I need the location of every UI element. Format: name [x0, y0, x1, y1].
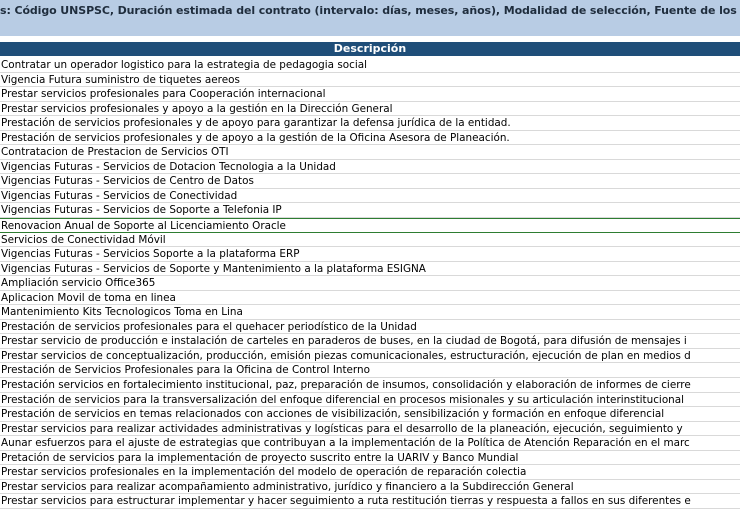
table-row[interactable]: Prestar servicios para realizar acompañamiento administrativo, jurídico y financiero a la Subdirección General	[0, 480, 740, 495]
table-row[interactable]: Prestación de servicios para la transversalización del enfoque diferencial en procesos misionales y su articulación interinstitucional	[0, 393, 740, 408]
column-header-descripcion[interactable]: Descripción	[0, 42, 740, 56]
table-row[interactable]: Prestación de servicios profesionales y de apoyo para garantizar la defensa jurídica de la entidad.	[0, 116, 740, 131]
table-row[interactable]: Aunar esfuerzos para el ajuste de estrategias que contribuyan a la implementación de la Política de Atención Reparación en el marc	[0, 436, 740, 451]
table-row[interactable]: Prestación servicios en fortalecimiento institucional, paz, preparación de insumos, consolidación y elaboración de informes de cierre	[0, 378, 740, 393]
header-description-text: s: Código UNSPSC, Duración estimada del contrato (intervalo: días, meses, años), Modalidad de selección, Fuente de los	[0, 4, 737, 17]
table-row[interactable]: Aplicacion Movil de toma en linea	[0, 291, 740, 306]
table-row[interactable]: Vigencias Futuras - Servicios de Dotacion Tecnologia a la Unidad	[0, 160, 740, 175]
table-row[interactable]: Vigencias Futuras - Servicios de Centro de Datos	[0, 174, 740, 189]
table-row[interactable]: Pretación de servicios para la implementación de proyecto suscrito entre la UARIV y Banco Mundial	[0, 451, 740, 466]
table-row[interactable]: Vigencias Futuras - Servicios de Soporte y Mantenimiento a la plataforma ESIGNA	[0, 262, 740, 277]
table-row[interactable]: Contratar un operador logistico para la estrategia de pedagogia social	[0, 58, 740, 73]
table-row[interactable]: Vigencias Futuras - Servicios de Conectividad	[0, 189, 740, 204]
table-row[interactable]: Mantenimiento Kits Tecnologicos Toma en Lina	[0, 305, 740, 320]
table-row[interactable]: Prestar servicios profesionales para Cooperación internacional	[0, 87, 740, 102]
header-band	[0, 0, 740, 36]
table-row[interactable]: Prestar servicio de producción e instalación de carteles en paraderos de buses, en la ciudad de Bogotá, para difusión de mensajes i	[0, 334, 740, 349]
table-row[interactable]: Vigencias Futuras - Servicios Soporte a la plataforma ERP	[0, 247, 740, 262]
table-row[interactable]: Renovacion Anual de Soporte al Licenciamiento Oracle	[0, 218, 740, 233]
table-row[interactable]: Prestación de servicios en temas relacionados con acciones de visibilización, sensibilización y formación en enfoque diferencial	[0, 407, 740, 422]
table-row[interactable]: Prestación de Servicios Profesionales para la Oficina de Control Interno	[0, 363, 740, 378]
table-row[interactable]: Vigencia Futura suministro de tiquetes aereos	[0, 73, 740, 88]
table-row[interactable]: Ampliación servicio Office365	[0, 276, 740, 291]
table-row[interactable]: Prestar servicios profesionales en la implementación del modelo de operación de reparación colectia	[0, 465, 740, 480]
table-row[interactable]: Prestación de servicios profesionales para el quehacer periodístico de la Unidad	[0, 320, 740, 335]
table-row[interactable]: Vigencias Futuras - Servicios de Soporte a Telefonia IP	[0, 203, 740, 218]
table-row[interactable]: Servicios de Conectividad Móvil	[0, 233, 740, 248]
table-row[interactable]: Prestar servicios profesionales y apoyo a la gestión en la Dirección General	[0, 102, 740, 117]
table-row[interactable]: Contratacion de Prestacion de Servicios OTI	[0, 145, 740, 160]
description-rows	[0, 58, 740, 509]
table-row[interactable]: Prestar servicios para realizar actividades administrativas y logísticas para el desarrollo de la planeación, ejecución, seguimiento y	[0, 422, 740, 437]
table-row[interactable]: Prestar servicios de conceptualización, producción, emisión piezas comunicacionales, estructuración, ejecución de plan en medios d	[0, 349, 740, 364]
table-row[interactable]: Prestar servicios para estructurar implementar y hacer seguimiento a ruta restitución tierras y respuesta a fallos en sus diferentes e	[0, 494, 740, 509]
table-row[interactable]: Prestación de servicios profesionales y de apoyo a la gestión de la Oficina Asesora de Planeación.	[0, 131, 740, 146]
